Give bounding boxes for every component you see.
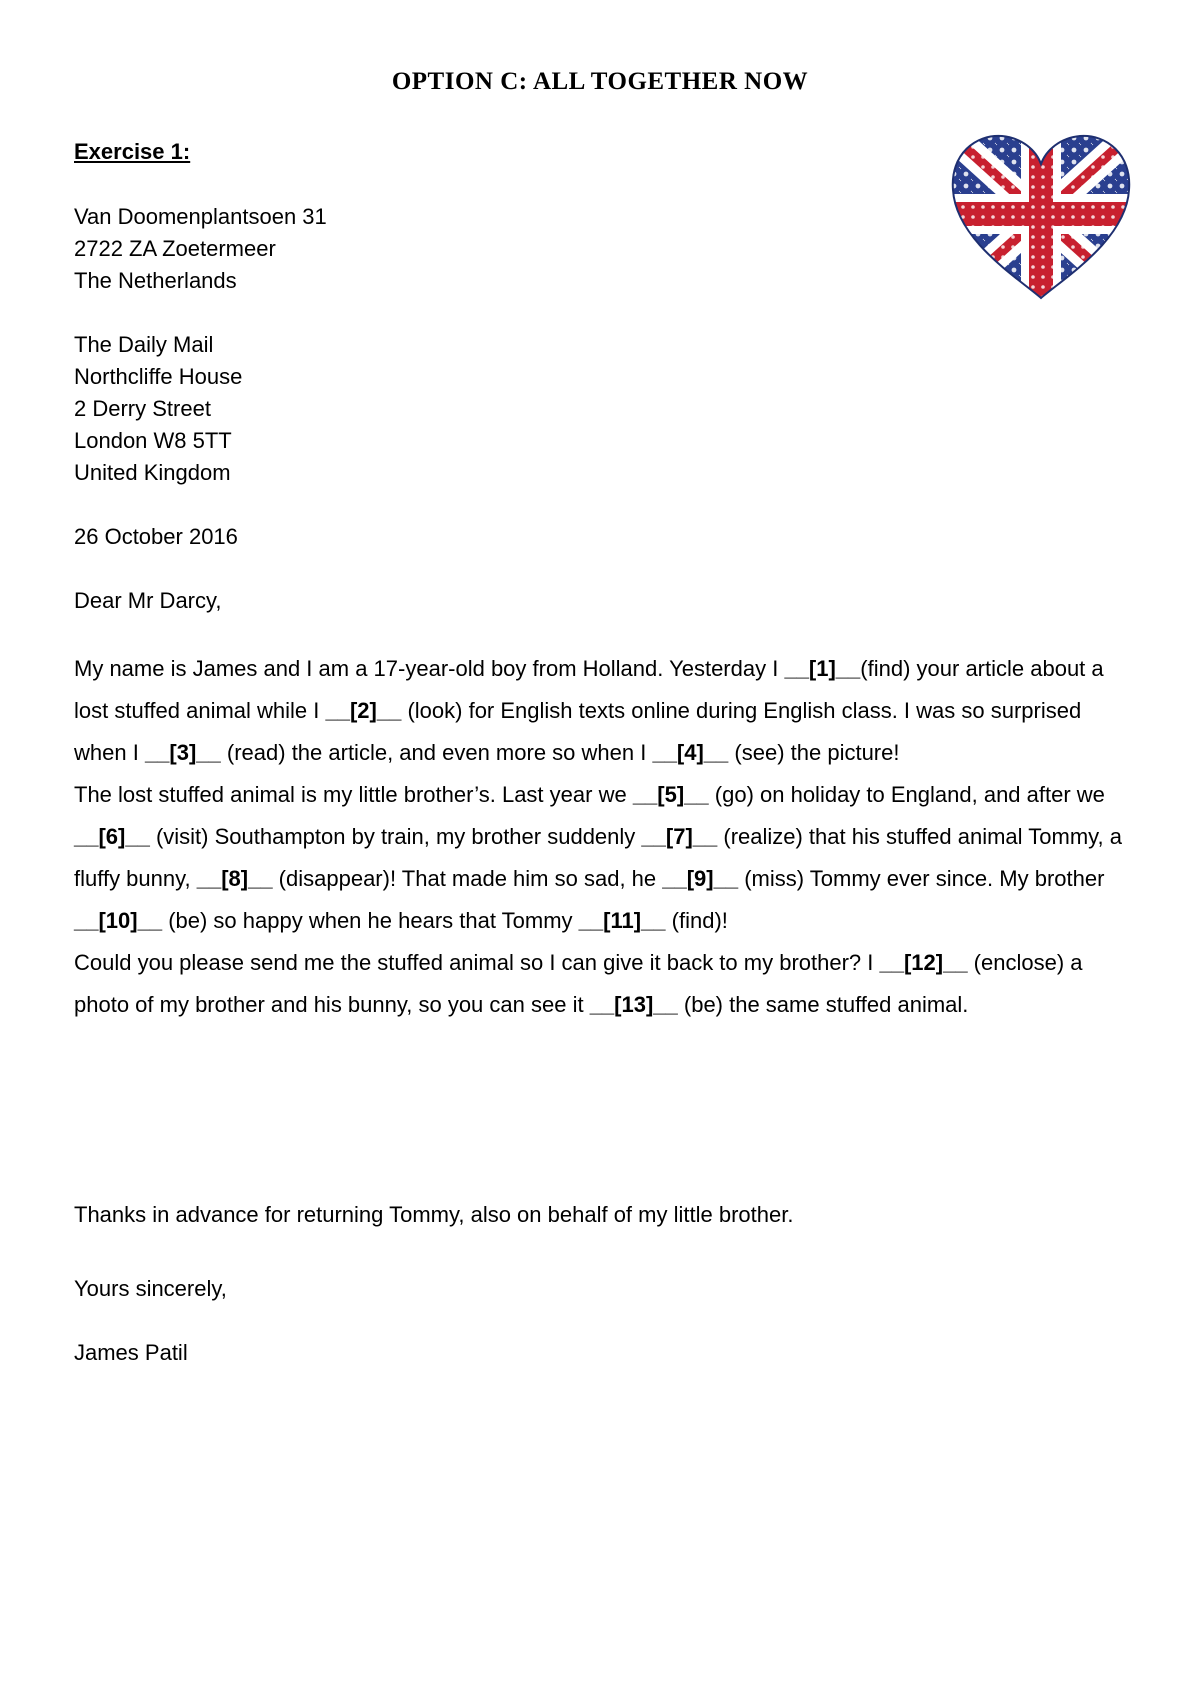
- text-segment: (enclose) a photo of my brother and his bunny, so you can see it: [74, 950, 1083, 1017]
- text-segment: (go) on holiday to England, and after we: [708, 782, 1105, 807]
- text-segment: (be) so happy when he hears that Tommy: [162, 908, 579, 933]
- text-segment: The lost stuffed animal is my little brother’s. Last year we: [74, 782, 633, 807]
- sender-address: [74, 201, 327, 297]
- sender-address-line: The Netherlands: [74, 268, 237, 293]
- closing-line: Thanks in advance for returning Tommy, also on behalf of my little brother.: [74, 1202, 794, 1227]
- gap-13: __[13]__: [589, 992, 678, 1017]
- gap-8: __[8]__: [196, 866, 273, 891]
- text-segment: (see) the picture!: [728, 740, 900, 765]
- gap-3: __[3]__: [144, 740, 221, 765]
- recipient-address-line: 2 Derry Street: [74, 396, 211, 421]
- valediction: Yours sincerely,: [74, 1276, 227, 1301]
- union-jack-heart-icon: [948, 132, 1134, 300]
- recipient-address-line: The Daily Mail: [74, 332, 214, 357]
- letter-date: 26 October 2016: [74, 524, 238, 549]
- page-title: OPTION C: ALL TOGETHER NOW: [391, 68, 809, 95]
- sender-address-line: 2722 ZA Zoetermeer: [74, 236, 276, 261]
- recipient-address-line: Northcliffe House: [74, 364, 243, 389]
- gap-4: __[4]__: [652, 740, 729, 765]
- gap-11: __[11]__: [578, 908, 666, 933]
- text-segment: Could you please send me the stuffed animal so I can give it back to my brother? I: [74, 950, 880, 975]
- text-segment: (miss) Tommy ever since. My brother: [738, 866, 1105, 891]
- signature: James Patil: [74, 1340, 188, 1365]
- salutation: Dear Mr Darcy,: [74, 588, 222, 613]
- text-segment: (realize) that his stuffed animal Tommy, a fluffy bunny,: [74, 824, 1122, 891]
- recipient-address: [74, 329, 242, 489]
- text-segment: (look) for English texts online during English class. I was so surprised when I: [74, 698, 1082, 765]
- sender-address-line: Van Doomenplantsoen 31: [74, 204, 327, 229]
- text-segment: (disappear)! That made him so sad, he: [272, 866, 663, 891]
- gap-10: __[10]__: [74, 908, 163, 933]
- text-segment: (read) the article, and even more so when I: [220, 740, 653, 765]
- gap-5: __[5]__: [632, 782, 709, 807]
- paragraph-2: [74, 774, 1134, 942]
- text-segment: (be) the same stuffed animal.: [677, 992, 969, 1017]
- gap-9: __[9]__: [662, 866, 739, 891]
- text-segment: (visit) Southampton by train, my brother suddenly: [149, 824, 642, 849]
- text-segment: My name is James and I am a 17-year-old boy from Holland. Yesterday I: [74, 656, 785, 681]
- recipient-address-line: United Kingdom: [74, 460, 231, 485]
- paragraph-1: [74, 648, 1134, 774]
- gap-6: __[6]__: [74, 824, 150, 849]
- letter-body: [74, 648, 1134, 1026]
- gap-7: __[7]__: [641, 824, 718, 849]
- gap-12: __[12]__: [879, 950, 968, 975]
- gap-2: __[2]__: [325, 698, 402, 723]
- text-segment: (find)!: [665, 908, 728, 933]
- exercise-heading: Exercise 1:: [74, 139, 191, 164]
- recipient-address-line: London W8 5TT: [74, 428, 232, 453]
- paragraph-3: [74, 942, 1134, 1026]
- text-segment: (find) your article about a lost stuffed animal while I: [74, 656, 1104, 723]
- gap-1: __[1]__: [784, 656, 861, 681]
